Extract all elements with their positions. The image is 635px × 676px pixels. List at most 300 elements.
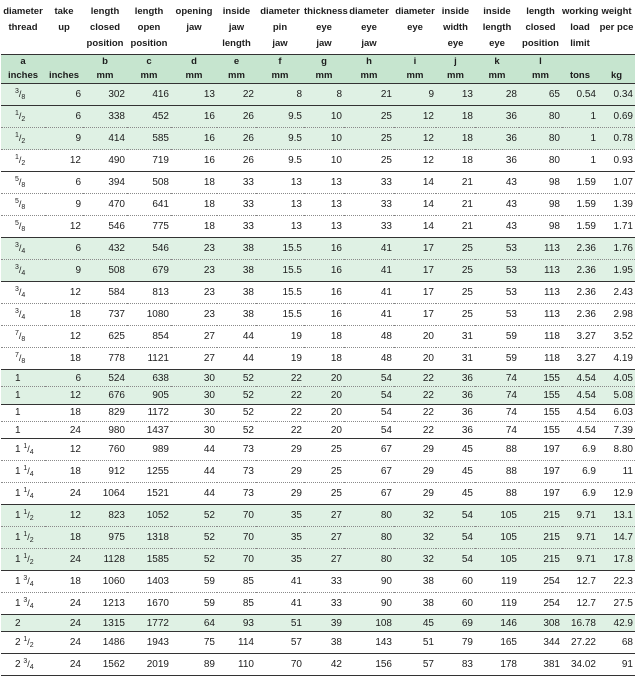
cell-diameter-eye: 38: [394, 571, 436, 593]
cell-diameter-eye: 12: [394, 150, 436, 172]
cell-working-load-limit: 12.7: [562, 571, 598, 593]
cell-weight-per-pce: 91: [598, 654, 635, 676]
dimension-letter: [45, 55, 83, 69]
cell-length-closed: 1315: [83, 615, 127, 632]
cell-working-load-limit: 9.71: [562, 505, 598, 527]
cell-diameter-eye-jaw: 25: [344, 106, 394, 128]
unit-diameter-thread: [1, 55, 45, 84]
cell-inside-width-eye: 45: [436, 483, 475, 505]
cell-thickness-eye-jaw: 33: [304, 571, 344, 593]
cell-inside-width-eye: 36: [436, 370, 475, 387]
cell-length-closed: 584: [83, 282, 127, 304]
cell-length-open: 1052: [127, 505, 171, 527]
cell-thickness-eye-jaw: 16: [304, 260, 344, 282]
cell-diameter-eye: 57: [394, 654, 436, 676]
cell-diameter-pin-jaw: 22: [256, 421, 304, 438]
cell-length-open: 1172: [127, 404, 171, 421]
cell-weight-per-pce: 2.98: [598, 304, 635, 326]
cell-inside-jaw-length: 93: [217, 615, 256, 632]
cell-inside-width-eye: 54: [436, 505, 475, 527]
cell-diameter-thread: $^5/_8$: [1, 194, 45, 216]
cell-thickness-eye-jaw: 25: [304, 461, 344, 483]
cell-weight-per-pce: 14.7: [598, 527, 635, 549]
cell-inside-length-eye: 53: [475, 238, 519, 260]
cell-length-closed-position: 254: [519, 571, 562, 593]
cell-diameter-eye: 22: [394, 404, 436, 421]
cell-thickness-eye-jaw: 13: [304, 172, 344, 194]
cell-opening-jaw: 23: [171, 304, 217, 326]
cell-inside-length-eye: 88: [475, 483, 519, 505]
cell-thickness-eye-jaw: 18: [304, 326, 344, 348]
cell-opening-jaw: 64: [171, 615, 217, 632]
cell-diameter-pin-jaw: 15.5: [256, 304, 304, 326]
cell-opening-jaw: 59: [171, 593, 217, 615]
cell-diameter-eye-jaw: 67: [344, 439, 394, 461]
header-length-open: length: [134, 6, 164, 17]
cell-length-closed: 737: [83, 304, 127, 326]
cell-thickness-eye-jaw: 25: [304, 439, 344, 461]
cell-inside-length-eye: 88: [475, 439, 519, 461]
cell-diameter-eye-jaw: 48: [344, 348, 394, 370]
cell-opening-jaw: 52: [171, 505, 217, 527]
cell-length-open: 416: [127, 84, 171, 106]
unit-diameter-eye-jaw: [344, 55, 394, 84]
cell-diameter-eye: 22: [394, 387, 436, 404]
cell-thickness-eye-jaw: 27: [304, 549, 344, 571]
cell-inside-width-eye: 21: [436, 194, 475, 216]
cell-inside-jaw-length: 38: [217, 282, 256, 304]
cell-length-closed: 524: [83, 370, 127, 387]
cell-opening-jaw: 18: [171, 172, 217, 194]
table-row: [1, 461, 635, 483]
cell-inside-width-eye: 21: [436, 216, 475, 238]
table-row: [1, 128, 635, 150]
cell-thickness-eye-jaw: 42: [304, 654, 344, 676]
cell-inside-length-eye: 165: [475, 632, 519, 654]
cell-length-closed: 338: [83, 106, 127, 128]
cell-diameter-pin-jaw: 35: [256, 527, 304, 549]
cell-diameter-thread: $^3/_8$: [1, 84, 45, 106]
cell-diameter-eye: 29: [394, 461, 436, 483]
specification-table: [1, 0, 635, 676]
table-row: [1, 348, 635, 370]
unit-diameter-eye: [394, 55, 436, 84]
cell-diameter-eye-jaw: 25: [344, 150, 394, 172]
cell-length-closed: 1064: [83, 483, 127, 505]
cell-length-open: 1080: [127, 304, 171, 326]
cell-diameter-pin-jaw: 15.5: [256, 238, 304, 260]
cell-inside-length-eye: 74: [475, 404, 519, 421]
cell-inside-length-eye: 88: [475, 461, 519, 483]
unit-label: kg: [610, 70, 623, 81]
cell-diameter-pin-jaw: 29: [256, 439, 304, 461]
cell-opening-jaw: 23: [171, 260, 217, 282]
cell-working-load-limit: 4.54: [562, 387, 598, 404]
cell-diameter-pin-jaw: 51: [256, 615, 304, 632]
header-inside-jaw-length: jaw: [228, 22, 245, 33]
cell-length-open: 1318: [127, 527, 171, 549]
cell-length-closed-position: 113: [519, 282, 562, 304]
dimension-letter: e: [233, 56, 240, 67]
cell-diameter-eye-jaw: 41: [344, 260, 394, 282]
cell-opening-jaw: 16: [171, 128, 217, 150]
cell-inside-width-eye: 25: [436, 282, 475, 304]
cell-take-up: 12: [45, 505, 83, 527]
cell-inside-jaw-length: 70: [217, 505, 256, 527]
cell-thickness-eye-jaw: 20: [304, 404, 344, 421]
cell-weight-per-pce: 4.19: [598, 348, 635, 370]
cell-length-open: 1670: [127, 593, 171, 615]
cell-inside-jaw-length: 114: [217, 632, 256, 654]
header-diameter-eye: eye: [407, 22, 423, 33]
cell-weight-per-pce: 12.9: [598, 483, 635, 505]
cell-weight-per-pce: 6.03: [598, 404, 635, 421]
header-diameter-thread: thread: [8, 22, 38, 33]
cell-length-closed: 394: [83, 172, 127, 194]
cell-length-open: 1943: [127, 632, 171, 654]
cell-diameter-thread: 2: [1, 615, 45, 632]
cell-diameter-eye-jaw: 48: [344, 326, 394, 348]
dimension-letter: f: [278, 56, 282, 67]
cell-working-load-limit: 6.9: [562, 461, 598, 483]
cell-weight-per-pce: 0.69: [598, 106, 635, 128]
cell-length-open: 452: [127, 106, 171, 128]
cell-inside-width-eye: 45: [436, 439, 475, 461]
cell-diameter-eye-jaw: 54: [344, 421, 394, 438]
cell-diameter-eye: 22: [394, 421, 436, 438]
cell-diameter-eye-jaw: 143: [344, 632, 394, 654]
cell-inside-jaw-length: 85: [217, 593, 256, 615]
header-inside-length-eye: inside: [483, 6, 511, 17]
cell-diameter-thread: $^7/_8$: [1, 348, 45, 370]
cell-diameter-eye-jaw: 67: [344, 483, 394, 505]
cell-inside-length-eye: 28: [475, 84, 519, 106]
cell-diameter-pin-jaw: 29: [256, 461, 304, 483]
cell-weight-per-pce: 4.05: [598, 370, 635, 387]
cell-inside-length-eye: 43: [475, 194, 519, 216]
cell-length-closed: 975: [83, 527, 127, 549]
cell-length-open: 1585: [127, 549, 171, 571]
table-row: [1, 238, 635, 260]
cell-inside-jaw-length: 26: [217, 106, 256, 128]
unit-label: mm: [96, 70, 114, 81]
cell-inside-length-eye: 59: [475, 326, 519, 348]
header-row: [1, 36, 635, 55]
cell-diameter-thread: 1 $^1/_4$: [1, 461, 45, 483]
dimension-letter: c: [146, 56, 152, 67]
unit-diameter-pin-jaw: [256, 55, 304, 84]
cell-working-load-limit: 6.9: [562, 483, 598, 505]
cell-length-open: 1772: [127, 615, 171, 632]
cell-take-up: 12: [45, 150, 83, 172]
cell-working-load-limit: 9.71: [562, 549, 598, 571]
cell-diameter-eye-jaw: 41: [344, 238, 394, 260]
unit-length-open: [127, 55, 171, 84]
cell-inside-length-eye: 53: [475, 304, 519, 326]
cell-working-load-limit: 1.59: [562, 216, 598, 238]
cell-diameter-eye: 32: [394, 549, 436, 571]
cell-diameter-pin-jaw: 35: [256, 505, 304, 527]
cell-diameter-thread: $^1/_2$: [1, 106, 45, 128]
header-inside-width-eye: eye: [447, 38, 464, 49]
cell-inside-jaw-length: 52: [217, 370, 256, 387]
cell-diameter-eye-jaw: 80: [344, 505, 394, 527]
cell-inside-length-eye: 178: [475, 654, 519, 676]
cell-thickness-eye-jaw: 18: [304, 348, 344, 370]
cell-weight-per-pce: 1.71: [598, 216, 635, 238]
cell-opening-jaw: 27: [171, 348, 217, 370]
cell-length-closed: 490: [83, 150, 127, 172]
cell-length-closed: 1562: [83, 654, 127, 676]
cell-inside-width-eye: 18: [436, 128, 475, 150]
cell-opening-jaw: 52: [171, 549, 217, 571]
cell-inside-jaw-length: 73: [217, 439, 256, 461]
cell-inside-jaw-length: 85: [217, 571, 256, 593]
cell-length-open: 1403: [127, 571, 171, 593]
cell-working-load-limit: 1: [562, 150, 598, 172]
cell-thickness-eye-jaw: 8: [304, 84, 344, 106]
dimension-letter: b: [102, 56, 108, 67]
cell-inside-length-eye: 74: [475, 370, 519, 387]
cell-length-closed-position: 308: [519, 615, 562, 632]
cell-opening-jaw: 16: [171, 106, 217, 128]
unit-weight-per-pce: [598, 55, 635, 84]
cell-diameter-thread: 2 $^3/_4$: [1, 654, 45, 676]
cell-diameter-eye: 14: [394, 194, 436, 216]
cell-length-closed: 414: [83, 128, 127, 150]
cell-diameter-eye: 20: [394, 326, 436, 348]
cell-diameter-thread: 1: [1, 404, 45, 421]
cell-take-up: 24: [45, 632, 83, 654]
table-row: [1, 483, 635, 505]
table-row: [1, 571, 635, 593]
cell-diameter-eye: 29: [394, 439, 436, 461]
cell-weight-per-pce: 42.9: [598, 615, 635, 632]
cell-length-closed-position: 98: [519, 172, 562, 194]
cell-inside-width-eye: 54: [436, 527, 475, 549]
cell-length-closed: 980: [83, 421, 127, 438]
cell-diameter-eye-jaw: 33: [344, 172, 394, 194]
cell-diameter-thread: $^7/_8$: [1, 326, 45, 348]
cell-weight-per-pce: 1.76: [598, 238, 635, 260]
cell-diameter-eye-jaw: 108: [344, 615, 394, 632]
cell-inside-width-eye: 83: [436, 654, 475, 676]
table-row: [1, 172, 635, 194]
cell-inside-width-eye: 54: [436, 549, 475, 571]
header-length-closed: closed: [89, 22, 121, 33]
cell-length-closed: 625: [83, 326, 127, 348]
cell-opening-jaw: 16: [171, 150, 217, 172]
cell-take-up: 12: [45, 326, 83, 348]
dimension-letter: i: [413, 56, 417, 67]
header-length-closed: position: [86, 38, 124, 49]
cell-opening-jaw: 44: [171, 461, 217, 483]
cell-take-up: 9: [45, 260, 83, 282]
cell-take-up: 12: [45, 387, 83, 404]
header-length-closed-position: closed: [525, 22, 556, 33]
header-thickness-eye-jaw: thickness: [304, 6, 348, 17]
cell-inside-length-eye: 36: [475, 128, 519, 150]
cell-thickness-eye-jaw: 38: [304, 632, 344, 654]
cell-inside-length-eye: 105: [475, 505, 519, 527]
cell-length-closed-position: 80: [519, 106, 562, 128]
cell-opening-jaw: 27: [171, 326, 217, 348]
cell-inside-length-eye: 53: [475, 260, 519, 282]
cell-working-load-limit: 2.36: [562, 282, 598, 304]
cell-inside-jaw-length: 110: [217, 654, 256, 676]
cell-inside-width-eye: 18: [436, 150, 475, 172]
cell-weight-per-pce: 0.93: [598, 150, 635, 172]
cell-length-closed-position: 155: [519, 404, 562, 421]
unit-label: tons: [569, 70, 591, 81]
cell-diameter-thread: 1: [1, 370, 45, 387]
cell-diameter-pin-jaw: 8: [256, 84, 304, 106]
cell-inside-jaw-length: 38: [217, 260, 256, 282]
cell-inside-jaw-length: 73: [217, 461, 256, 483]
unit-length-closed-position: [519, 55, 562, 84]
cell-thickness-eye-jaw: 13: [304, 216, 344, 238]
table-row: [1, 549, 635, 571]
header-inside-width-eye: width: [443, 22, 468, 33]
cell-length-closed: 1128: [83, 549, 127, 571]
table-row: [1, 387, 635, 404]
cell-working-load-limit: 2.36: [562, 304, 598, 326]
cell-inside-width-eye: 36: [436, 404, 475, 421]
cell-length-closed: 508: [83, 260, 127, 282]
dimension-letter: l: [539, 56, 542, 67]
cell-inside-jaw-length: 52: [217, 404, 256, 421]
cell-length-closed-position: 113: [519, 260, 562, 282]
cell-take-up: 6: [45, 106, 83, 128]
cell-opening-jaw: 30: [171, 404, 217, 421]
unit-working-load-limit: [562, 55, 598, 84]
unit-label: mm: [228, 70, 245, 81]
cell-working-load-limit: 2.36: [562, 260, 598, 282]
cell-inside-width-eye: 25: [436, 260, 475, 282]
unit-label: mm: [315, 70, 333, 81]
cell-length-closed: 546: [83, 216, 127, 238]
unit-take-up: [45, 55, 83, 84]
cell-length-closed-position: 215: [519, 549, 562, 571]
cell-diameter-thread: 1 $^1/_2$: [1, 505, 45, 527]
cell-length-closed-position: 197: [519, 483, 562, 505]
cell-working-load-limit: 9.71: [562, 527, 598, 549]
header-working-load-limit: limit: [570, 38, 590, 49]
cell-thickness-eye-jaw: 16: [304, 282, 344, 304]
cell-inside-width-eye: 69: [436, 615, 475, 632]
cell-inside-length-eye: 74: [475, 421, 519, 438]
cell-weight-per-pce: 7.39: [598, 421, 635, 438]
table-row: [1, 216, 635, 238]
header-take-up: [45, 36, 83, 55]
cell-diameter-eye: 12: [394, 128, 436, 150]
cell-length-closed: 1486: [83, 632, 127, 654]
cell-inside-width-eye: 18: [436, 106, 475, 128]
cell-weight-per-pce: 27.5: [598, 593, 635, 615]
cell-weight-per-pce: 13.1: [598, 505, 635, 527]
cell-working-load-limit: 1.59: [562, 194, 598, 216]
header-inside-width-eye: inside: [441, 6, 470, 17]
header-take-up: take: [54, 6, 74, 17]
cell-length-closed-position: 98: [519, 216, 562, 238]
cell-weight-per-pce: 1.95: [598, 260, 635, 282]
cell-diameter-pin-jaw: 13: [256, 216, 304, 238]
header-diameter-thread: diameter: [3, 6, 43, 17]
cell-diameter-thread: 1 $^1/_4$: [1, 439, 45, 461]
cell-diameter-eye: 32: [394, 505, 436, 527]
cell-take-up: 24: [45, 615, 83, 632]
header-inside-jaw-length: length: [222, 38, 251, 49]
cell-length-closed-position: 215: [519, 527, 562, 549]
cell-inside-width-eye: 25: [436, 304, 475, 326]
cell-take-up: 18: [45, 348, 83, 370]
cell-working-load-limit: 1.59: [562, 172, 598, 194]
cell-opening-jaw: 23: [171, 238, 217, 260]
unit-label: mm: [271, 70, 289, 81]
cell-length-open: 638: [127, 370, 171, 387]
cell-inside-jaw-length: 70: [217, 527, 256, 549]
cell-diameter-pin-jaw: 41: [256, 593, 304, 615]
cell-inside-jaw-length: 70: [217, 549, 256, 571]
cell-inside-jaw-length: 73: [217, 483, 256, 505]
header-length-closed-position: position: [522, 38, 559, 49]
table-row: [1, 282, 635, 304]
cell-thickness-eye-jaw: 16: [304, 304, 344, 326]
unit-label: mm: [185, 70, 203, 81]
cell-inside-width-eye: 79: [436, 632, 475, 654]
cell-take-up: 18: [45, 571, 83, 593]
cell-length-closed-position: 113: [519, 238, 562, 260]
cell-take-up: 6: [45, 172, 83, 194]
cell-length-closed-position: 65: [519, 84, 562, 106]
header-inside-length-eye: eye: [489, 38, 505, 49]
cell-take-up: 6: [45, 370, 83, 387]
cell-diameter-eye-jaw: 21: [344, 84, 394, 106]
cell-diameter-eye-jaw: 41: [344, 282, 394, 304]
cell-length-open: 854: [127, 326, 171, 348]
cell-inside-jaw-length: 26: [217, 150, 256, 172]
cell-diameter-eye-jaw: 33: [344, 194, 394, 216]
cell-take-up: 12: [45, 282, 83, 304]
header-inside-jaw-length: inside: [222, 6, 251, 17]
cell-weight-per-pce: 11: [598, 461, 635, 483]
cell-length-closed: 778: [83, 348, 127, 370]
cell-take-up: 18: [45, 527, 83, 549]
header-thickness-eye-jaw: jaw: [316, 38, 332, 49]
cell-diameter-pin-jaw: 13: [256, 172, 304, 194]
unit-label: mm: [488, 70, 506, 81]
unit-inside-width-eye: [436, 55, 475, 84]
cell-opening-jaw: 18: [171, 194, 217, 216]
cell-working-load-limit: 4.54: [562, 421, 598, 438]
cell-weight-per-pce: 1.39: [598, 194, 635, 216]
cell-length-open: 905: [127, 387, 171, 404]
header-row: [1, 0, 635, 20]
header-diameter-thread: [1, 36, 45, 55]
header-diameter-eye-jaw: eye: [361, 22, 377, 33]
cell-length-closed-position: 155: [519, 387, 562, 404]
cell-diameter-thread: $^1/_2$: [1, 128, 45, 150]
cell-take-up: 12: [45, 216, 83, 238]
dimension-letter: k: [494, 56, 500, 67]
table-row: [1, 593, 635, 615]
unit-label: mm: [406, 70, 424, 81]
dimension-letter: a: [20, 56, 26, 67]
cell-length-open: 1121: [127, 348, 171, 370]
dimension-letter: [598, 55, 635, 69]
cell-diameter-eye: 17: [394, 238, 436, 260]
cell-diameter-thread: 1: [1, 387, 45, 404]
